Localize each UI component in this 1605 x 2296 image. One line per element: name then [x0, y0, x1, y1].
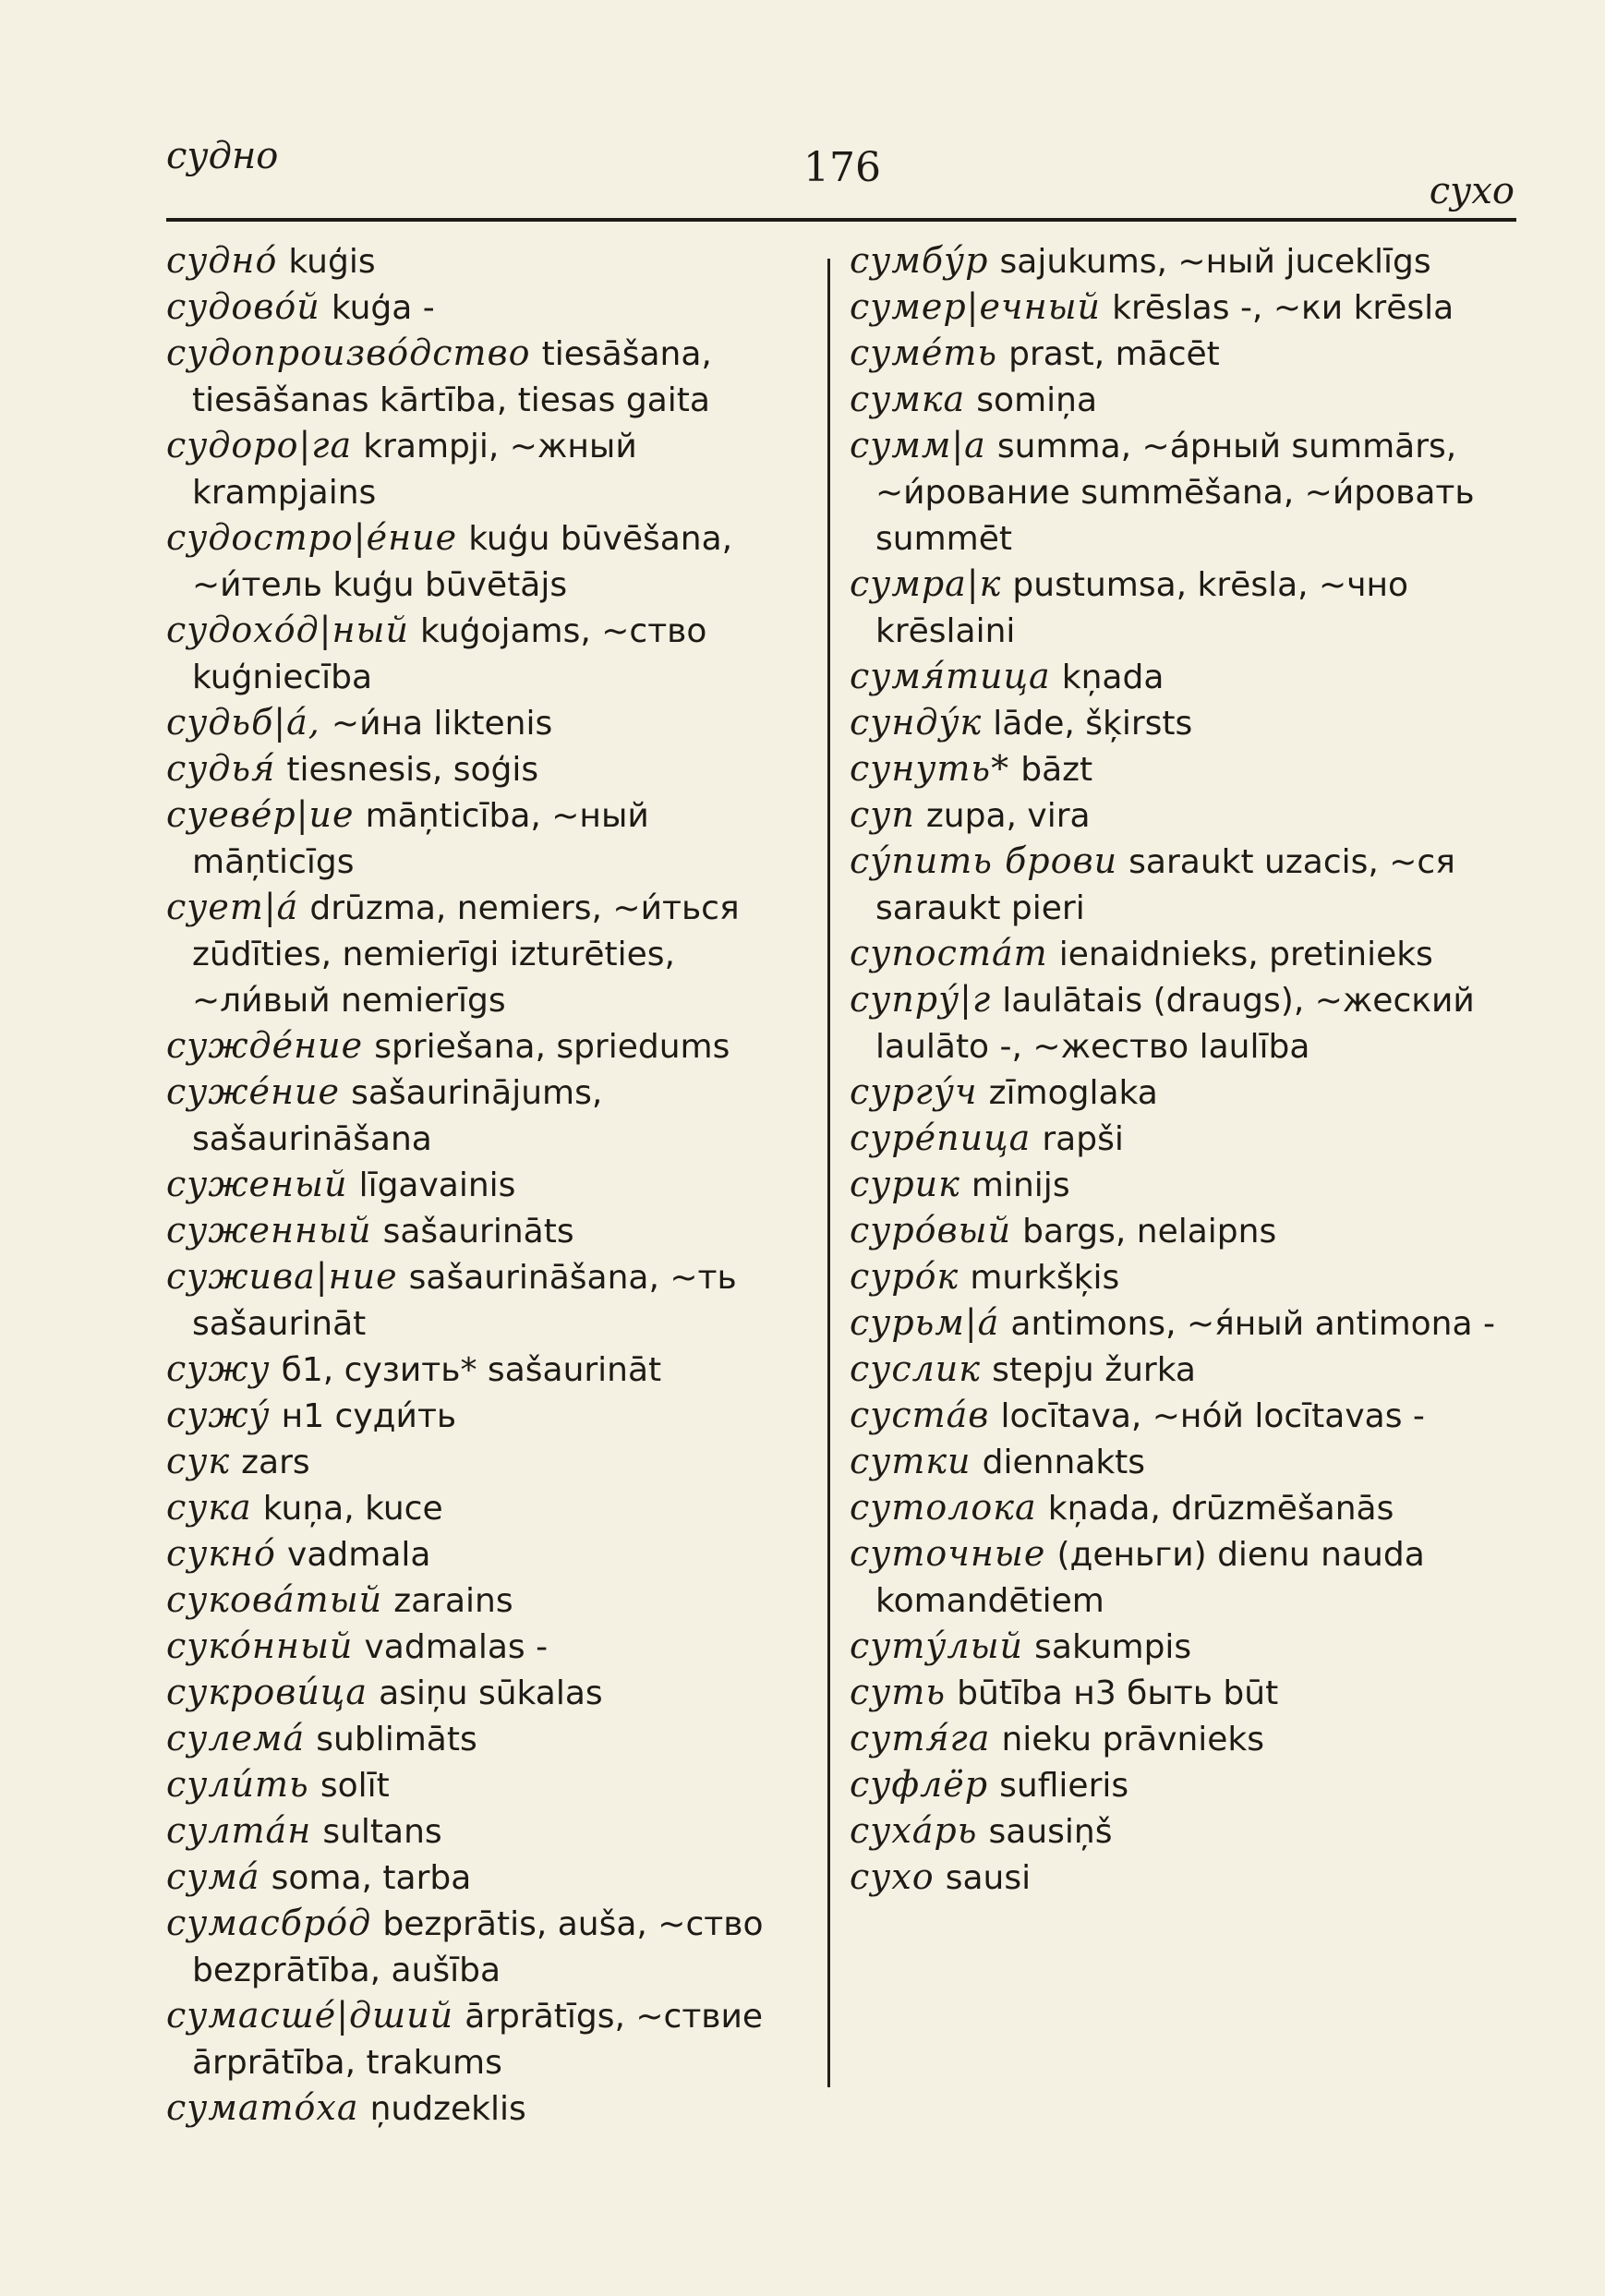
headword: сует|а́	[166, 887, 299, 927]
headword: судостро|е́ние	[166, 517, 458, 558]
translation: sašaurināts	[382, 1213, 574, 1251]
headword: суточные	[850, 1533, 1046, 1574]
translation: prast, mācēt	[1008, 335, 1220, 373]
translation: kņada	[1061, 659, 1165, 696]
headword: сурик	[850, 1164, 960, 1204]
translation: būtība н3 быть būt	[957, 1674, 1279, 1712]
header-last-word: сухо	[1429, 170, 1514, 212]
translation: zīmoglaka	[988, 1074, 1158, 1112]
translation: bargs, nelaipns	[1022, 1213, 1277, 1251]
headword: суженный	[166, 1210, 372, 1251]
headword: суфлёр	[850, 1764, 989, 1805]
headword: суро́вый	[850, 1210, 1012, 1251]
headword: судопроизво́дство	[166, 332, 531, 373]
translation: ~и́на liktenis	[331, 705, 553, 743]
right-column	[850, 238, 1514, 1901]
dictionary-entry	[850, 1162, 1514, 1208]
translation: nieku prāvnieks	[1001, 1721, 1265, 1758]
dictionary-entry	[850, 1208, 1514, 1254]
headword: сутки	[850, 1441, 971, 1481]
dictionary-entry	[166, 746, 813, 792]
translation: vadmala	[287, 1536, 431, 1574]
translation: līgavainis	[358, 1166, 516, 1204]
left-column	[166, 238, 813, 2132]
dictionary-entry	[850, 562, 1514, 654]
translation: summa, ~а́рный summārs, ~и́рование summēšana, ~и́ровать summēt	[875, 428, 1475, 558]
headword: суженый	[166, 1164, 348, 1204]
dictionary-entry	[850, 1716, 1514, 1762]
translation: sašaurināšana, ~ть sašaurināt	[192, 1259, 737, 1343]
dictionary-entry	[166, 1162, 813, 1208]
dictionary-entry	[166, 331, 813, 423]
translation: somiņa	[976, 381, 1098, 419]
page-header	[166, 126, 1514, 227]
headword: суже́ние	[166, 1071, 341, 1112]
page-number: 176	[803, 144, 881, 191]
headword: сумбу́р	[850, 240, 989, 281]
translation: krēslas -, ~ки krēsla	[1112, 289, 1454, 327]
dictionary-entry	[166, 792, 813, 885]
headword: сутолока	[850, 1487, 1037, 1528]
dictionary-entry	[166, 238, 813, 284]
dictionary-entry	[166, 1393, 813, 1439]
dictionary-entry	[850, 1624, 1514, 1670]
headword: супоста́т	[850, 933, 1048, 973]
dictionary-entry	[850, 1670, 1514, 1716]
translation: kuģis	[288, 243, 376, 281]
dictionary-entry	[850, 1762, 1514, 1808]
headword: судово́й	[166, 286, 320, 327]
dictionary-entry	[850, 1069, 1514, 1116]
translation: sublimāts	[316, 1721, 477, 1758]
translation: solīt	[320, 1767, 390, 1805]
translation: zars	[241, 1444, 310, 1481]
translation: sultans	[322, 1813, 442, 1851]
dictionary-entry	[166, 1993, 813, 2085]
headword: сулема́	[166, 1718, 306, 1758]
headword: сумм|а	[850, 425, 986, 465]
headword: султа́н	[166, 1810, 312, 1851]
dictionary-entry	[850, 377, 1514, 423]
headword: судья́	[166, 748, 276, 789]
dictionary-entry	[850, 931, 1514, 977]
translation: sašaurinājums, sašaurināšana	[192, 1074, 603, 1158]
dictionary-entry	[166, 1670, 813, 1716]
translation: tiesāšana, tiesāšanas kārtība, tiesas gaita	[192, 335, 712, 419]
dictionary-entry	[850, 1300, 1514, 1347]
translation: minijs	[971, 1166, 1070, 1204]
translation: kuģojams, ~ство kuģniecība	[192, 612, 707, 696]
translation: tiesnesis, soģis	[286, 751, 539, 789]
headword: сунду́к	[850, 702, 983, 743]
dictionary-entry	[166, 1485, 813, 1531]
dictionary-entry	[166, 1208, 813, 1254]
dictionary-entry	[166, 1439, 813, 1485]
dictionary-entry	[850, 238, 1514, 284]
dictionary-entry	[166, 1855, 813, 1901]
dictionary-entry	[166, 1716, 813, 1762]
translation: antimons, ~я́ный antimona -	[1010, 1305, 1495, 1343]
headword: судно́	[166, 240, 278, 281]
headword: суко́нный	[166, 1625, 354, 1666]
dictionary-entry	[850, 1531, 1514, 1624]
headword: суха́рь	[850, 1810, 978, 1851]
headword: сук	[166, 1441, 231, 1481]
translation: murkšķis	[970, 1259, 1120, 1297]
headword: сухо	[850, 1856, 935, 1897]
dictionary-entry	[850, 839, 1514, 931]
dictionary-entry	[166, 1577, 813, 1624]
headword: суп	[850, 794, 915, 835]
translation: kuģa -	[331, 289, 435, 327]
headword: сутя́га	[850, 1718, 991, 1758]
dictionary-entry	[166, 1762, 813, 1808]
dictionary-entry	[166, 885, 813, 1023]
dictionary-entry	[850, 977, 1514, 1069]
dictionary-entry	[850, 1254, 1514, 1300]
translation: kuģu būvēšana, ~и́тель kuģu būvētājs	[192, 520, 733, 604]
headword: сужде́ние	[166, 1025, 364, 1066]
header-first-word: судно	[166, 135, 279, 177]
translation: suflieris	[999, 1767, 1129, 1805]
dictionary-entry	[850, 792, 1514, 839]
translation: н1 суди́ть	[281, 1397, 457, 1435]
translation: sausiņš	[988, 1813, 1113, 1851]
headword: суро́к	[850, 1256, 959, 1297]
dictionary-entry	[166, 1624, 813, 1670]
headword: судьб|а́,	[166, 702, 320, 743]
headword: судохо́д|ный	[166, 610, 409, 650]
dictionary-entry	[166, 700, 813, 746]
translation: locītava, ~но́й locītavas -	[1000, 1397, 1425, 1435]
translation: saraukt uzacis, ~ся saraukt pieri	[875, 843, 1455, 927]
dictionary-entry	[166, 1901, 813, 1993]
translation: kņada, drūzmēšanās	[1047, 1490, 1394, 1528]
translation: ārprātīgs, ~ствие ārprātība, trakums	[192, 1998, 764, 2082]
headword: сужу	[166, 1348, 271, 1389]
dictionary-entry	[850, 1439, 1514, 1485]
headword: су́пить брови	[850, 840, 1118, 881]
headword: сумасше́|дший	[166, 1995, 454, 2036]
headword: сургу́ч	[850, 1071, 978, 1112]
translation: lāde, šķirsts	[993, 705, 1193, 743]
dictionary-entry	[850, 1116, 1514, 1162]
translation: asiņu sūkalas	[379, 1674, 603, 1712]
dictionary-entry	[850, 654, 1514, 700]
dictionary-entry	[166, 1347, 813, 1393]
dictionary-entry	[166, 1069, 813, 1162]
dictionary-entry	[850, 284, 1514, 331]
headword: сужу́	[166, 1395, 271, 1435]
translation: māņticība, ~ный māņticīgs	[192, 797, 649, 881]
headword: суме́ть	[850, 332, 998, 373]
translation: ienaidnieks, pretinieks	[1058, 936, 1433, 973]
dictionary-entry	[850, 331, 1514, 377]
translation: bezprātis, auša, ~ство bezprātība, aušība	[192, 1905, 764, 1989]
translation: bāzt	[1020, 751, 1093, 789]
headword: сули́ть	[166, 1764, 309, 1805]
headword: сумя́тица	[850, 656, 1051, 696]
translation: spriešana, spriedums	[374, 1028, 730, 1066]
translation: rapši	[1042, 1120, 1124, 1158]
translation: krampji, ~жный krampjains	[192, 428, 637, 512]
dictionary-entry	[850, 746, 1514, 792]
dictionary-entry	[166, 1808, 813, 1855]
translation: sakumpis	[1034, 1628, 1192, 1666]
dictionary-entry	[850, 1855, 1514, 1901]
dictionary-entry	[850, 1393, 1514, 1439]
headword: сужива|ние	[166, 1256, 398, 1297]
translation: kuņa, kuce	[262, 1490, 443, 1528]
dictionary-entry	[166, 1023, 813, 1069]
headword: суре́пица	[850, 1118, 1032, 1158]
dictionary-entry	[166, 284, 813, 331]
dictionary-entry	[850, 700, 1514, 746]
translation: ņudzeklis	[369, 2090, 526, 2128]
translation: stepju žurka	[992, 1351, 1196, 1389]
headword: суть	[850, 1672, 947, 1712]
headword: суту́лый	[850, 1625, 1024, 1666]
headword: суста́в	[850, 1395, 990, 1435]
translation: б1, сузить* sašaurināt	[281, 1351, 662, 1389]
translation: zupa, vira	[925, 797, 1091, 835]
dictionary-entry	[850, 1347, 1514, 1393]
translation: pustumsa, krēsla, ~чно krēslaini	[875, 566, 1409, 650]
headword: сурьм|а́	[850, 1302, 1000, 1343]
headword: сукова́тый	[166, 1579, 383, 1620]
translation: zarains	[393, 1582, 513, 1620]
headword: суеве́р|ие	[166, 794, 355, 835]
header-rule	[166, 218, 1516, 222]
headword: сума́	[166, 1856, 260, 1897]
translation: drūzma, nemiers, ~и́ться zūdīties, nemierīgi izturēties, ~ли́вый nemierīgs	[192, 889, 740, 1020]
headword: сука	[166, 1487, 252, 1528]
translation: sausi	[945, 1859, 1032, 1897]
translation: laulātais (draugs), ~жеский laulāto -, ~жество laulība	[875, 982, 1475, 1066]
headword: сумато́ха	[166, 2087, 359, 2128]
dictionary-entry	[166, 2085, 813, 2132]
dictionary-entry	[850, 1808, 1514, 1855]
dictionary-entry	[166, 1254, 813, 1347]
dictionary-entry	[166, 1531, 813, 1577]
translation: vadmalas -	[364, 1628, 549, 1666]
headword: судоро|га	[166, 425, 353, 465]
headword: сумасбро́д	[166, 1903, 372, 1943]
column-divider	[827, 259, 830, 2087]
headword: сумра|к	[850, 563, 1002, 604]
dictionary-entry	[166, 515, 813, 608]
translation: diennakts	[982, 1444, 1146, 1481]
headword: суслик	[850, 1348, 981, 1389]
dictionary-entry	[850, 1485, 1514, 1531]
translation: (деньги) dienu nauda komandētiem	[875, 1536, 1425, 1620]
headword: сунуть*	[850, 748, 1010, 789]
translation: soma, tarba	[271, 1859, 472, 1897]
headword: сукно́	[166, 1533, 276, 1574]
dictionary-entry	[166, 423, 813, 515]
dictionary-entry	[166, 608, 813, 700]
headword: сумер|ечный	[850, 286, 1102, 327]
dictionary-entry	[850, 423, 1514, 562]
headword: сукрови́ца	[166, 1672, 368, 1712]
translation: sajukums, ~ный juceklīgs	[999, 243, 1431, 281]
headword: супру́|г	[850, 979, 992, 1020]
headword: сумка	[850, 379, 966, 419]
